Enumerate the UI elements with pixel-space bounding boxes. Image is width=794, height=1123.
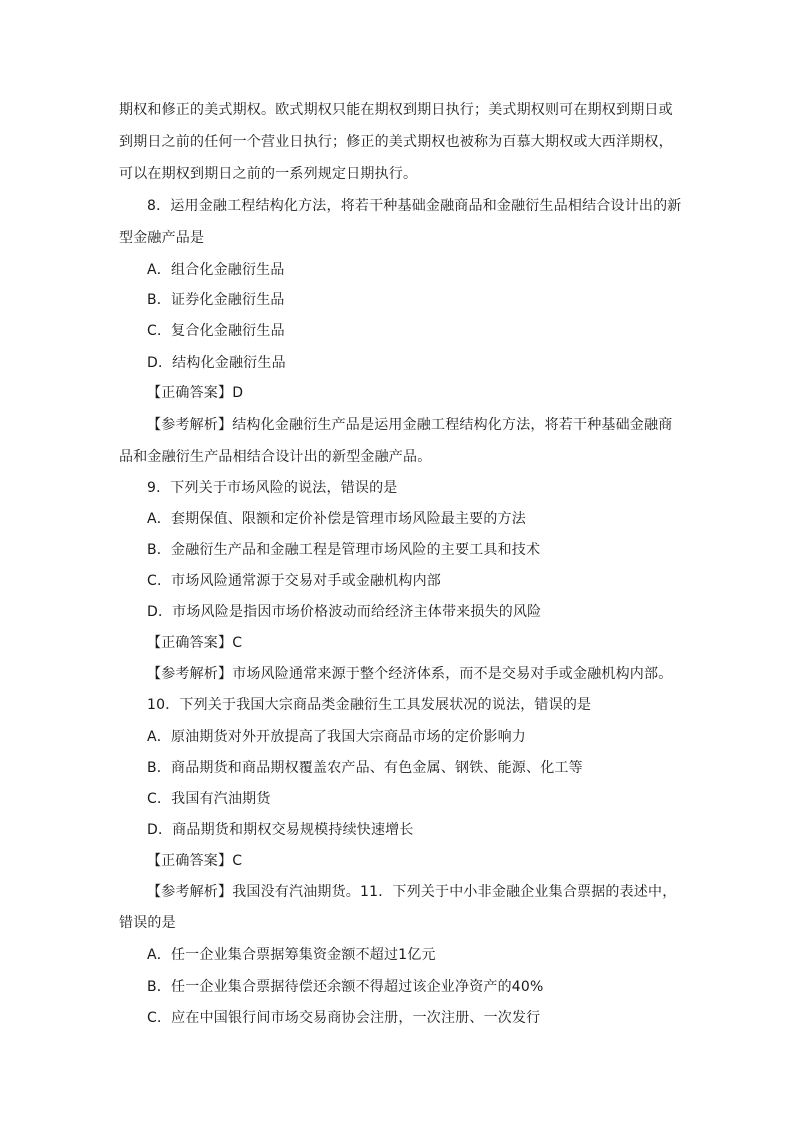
- option-a: A．原油期货对外开放提高了我国大宗商品市场的定价影响力: [147, 729, 526, 745]
- option-c: C．我国有汽油期货: [147, 791, 271, 807]
- option-d: D．商品期货和期权交易规模持续快速增长: [147, 822, 414, 838]
- paragraph-line: 可以在期权到期日之前的一系列规定日期执行。: [119, 166, 418, 182]
- option-c: C．复合化金融衍生品: [147, 323, 285, 339]
- correct-answer: 【正确答案】D: [147, 385, 244, 401]
- question-8: 8．运用金融工程结构化方法，将若干种基础金融商品和金融衍生品相结合设计出的新: [147, 198, 682, 214]
- option-a: A．套期保值、限额和定价补偿是管理市场风险最主要的方法: [147, 511, 526, 527]
- option-b: B．商品期货和商品期权覆盖农产品、有色金属、钢铁、能源、化工等: [147, 760, 583, 776]
- correct-answer: 【正确答案】C: [147, 853, 243, 869]
- paragraph-line: 到期日之前的任何一个营业日执行；修正的美式期权也被称为百慕大期权或大西洋期权，: [119, 134, 673, 150]
- explanation: 【参考解析】结构化金融衍生产品是运用金融工程结构化方法，将若干种基础金融商: [147, 417, 673, 433]
- question-9: 9．下列关于市场风险的说法，错误的是: [147, 480, 398, 496]
- explanation-continued: 品和金融衍生产品相结合设计出的新型金融产品。: [119, 449, 432, 465]
- explanation-question-11: 【参考解析】我国没有汽油期货。11．下列关于中小非金融企业集合票据的表述中，: [147, 884, 677, 900]
- option-b: B．任一企业集合票据待偿还余额不得超过该企业净资产的40%: [147, 979, 544, 995]
- question-11-continued: 错误的是: [119, 915, 176, 931]
- explanation: 【参考解析】市场风险通常来源于整个经济体系，而不是交易对手或金融机构内部。: [147, 666, 673, 682]
- question-8-continued: 型金融产品是: [119, 230, 205, 246]
- option-d: D．市场风险是指因市场价格波动而给经济主体带来损失的风险: [147, 604, 542, 620]
- question-10: 10．下列关于我国大宗商品类金融衍生工具发展状况的说法，错误的是: [147, 697, 592, 713]
- option-c: C．市场风险通常源于交易对手或金融机构内部: [147, 573, 441, 589]
- paragraph-line: 期权和修正的美式期权。欧式期权只能在期权到期日执行；美式期权则可在期权到期日或: [119, 102, 673, 118]
- option-b: B．金融衍生产品和金融工程是管理市场风险的主要工具和技术: [147, 542, 541, 558]
- option-d: D．结构化金融衍生品: [147, 355, 286, 371]
- option-a: A．任一企业集合票据筹集资金额不超过1亿元: [147, 947, 436, 963]
- correct-answer: 【正确答案】C: [147, 635, 243, 651]
- option-c: C．应在中国银行间市场交易商协会注册，一次注册、一次发行: [147, 1010, 541, 1026]
- option-b: B．证券化金融衍生品: [147, 292, 285, 308]
- option-a: A．组合化金融衍生品: [147, 262, 285, 278]
